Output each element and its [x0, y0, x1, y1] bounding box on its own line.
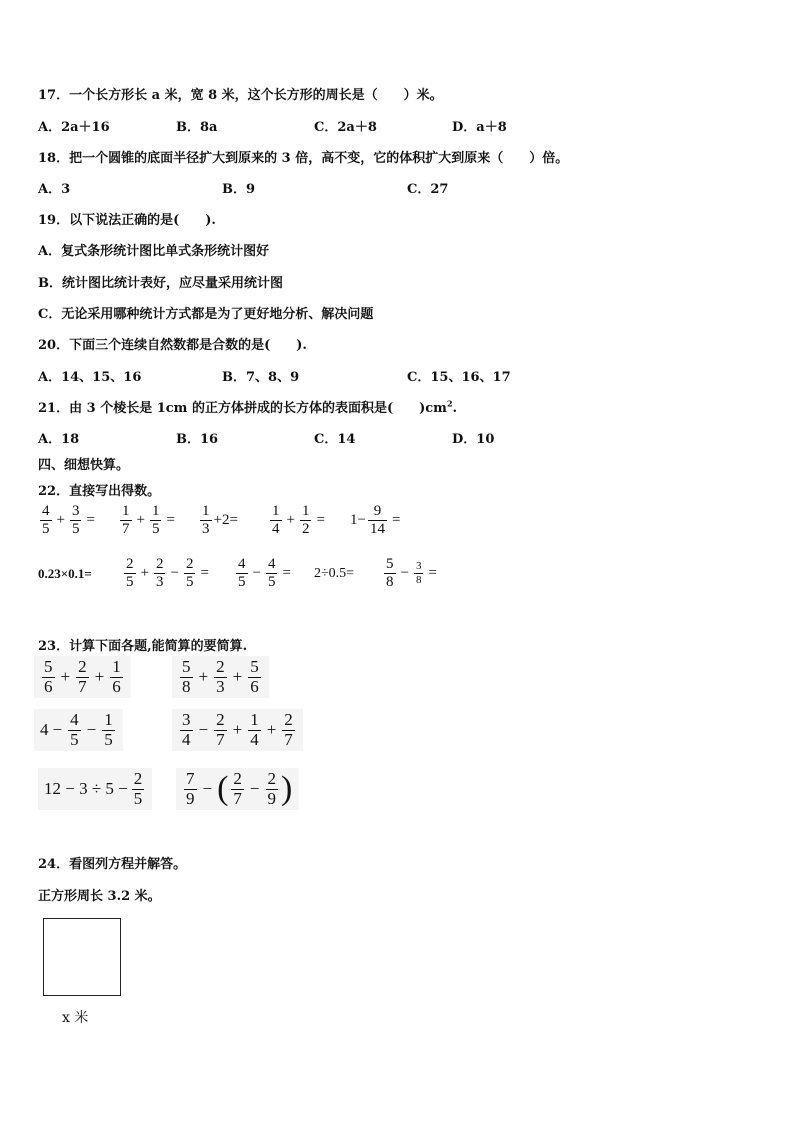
q22-expr-3: $\frac{1}{3}$ +2=: [202, 503, 238, 537]
left-paren: (: [217, 770, 229, 808]
fraction: $\frac{1}{4}$: [250, 710, 259, 749]
fraction: $\frac{2}{9}$: [267, 769, 277, 808]
q22-title: 22．直接写出得数。: [38, 484, 161, 499]
q21-option-a: A．18: [38, 432, 80, 447]
fraction: $\frac{2}{3}$: [155, 556, 164, 590]
q21-text-sup: 2: [446, 398, 453, 409]
fraction: $\frac{2}{7}$: [284, 710, 293, 749]
q19-text: 19．以下说法正确的是( ).: [38, 213, 216, 228]
fraction: $\frac{2}{7}$: [78, 657, 87, 696]
q22-expr-10: $\frac{5}{8}$ − $\frac{3}{8}$ =: [386, 556, 437, 590]
section-heading: 四、细想快算。: [38, 458, 130, 473]
q22-expr-2: $\frac{1}{7}$ + $\frac{1}{5}$ =: [122, 503, 175, 537]
q21-text-end: .: [452, 401, 458, 416]
fraction: $\frac{1}{5}$: [104, 710, 113, 749]
fraction: $\frac{1}{3}$: [202, 503, 210, 537]
q23-title: 23．计算下面各题,能简算的要简算.: [38, 639, 248, 654]
q18-option-a: A．3: [38, 182, 71, 197]
fraction: $\frac{5}{8}$: [182, 657, 191, 696]
fraction: $\frac{2}{5}$: [133, 769, 143, 808]
q17-option-a: A．2a＋16: [38, 120, 110, 135]
fraction: $\frac{9}{14}$: [369, 503, 385, 537]
fraction: $\frac{5}{8}$: [386, 556, 394, 590]
q22-expr-8: $\frac{4}{5}$ − $\frac{4}{5}$ =: [238, 556, 291, 590]
fraction: $\frac{5}{6}$: [250, 657, 259, 696]
q22-expr-6: 0.23×0.1=: [38, 566, 92, 581]
q18-option-c: C．27: [407, 182, 449, 197]
fraction: $\frac{1}{7}$: [122, 503, 130, 537]
fraction: $\frac{3}{5}$: [71, 503, 80, 537]
q18-option-b: B．9: [222, 182, 256, 197]
q24-subtitle: 正方形周长 3.2 米。: [38, 889, 161, 904]
fraction: $\frac{1}{2}$: [301, 503, 310, 537]
q19-option-a: A．复式条形统计图比单式条形统计图好: [38, 244, 270, 259]
fraction: $\frac{4}{5}$: [42, 503, 50, 537]
q19-option-c: C．无论采用哪种统计方式都是为了更好地分析、解决问题: [38, 307, 374, 322]
q17-option-c: C．2a＋8: [314, 120, 377, 135]
q22-expr-5: 1− $\frac{9}{14}$ =: [350, 503, 401, 537]
q23-expr-2: $\frac{5}{8}$ + $\frac{2}{3}$ + $\frac{5}{6}$: [172, 656, 269, 698]
q23-expr-3: 4 − $\frac{4}{5}$ − $\frac{1}{5}$: [34, 709, 123, 751]
square-figure: [43, 918, 121, 996]
q23-expr-5: 12 − 3 ÷ 5 − $\frac{2}{5}$: [38, 768, 152, 810]
fraction: $\frac{2}{7}$: [216, 710, 225, 749]
q22-expr-1: $\frac{4}{5}$ + $\frac{3}{5}$ =: [42, 503, 95, 537]
fraction: $\frac{1}{4}$: [272, 503, 280, 537]
q17-option-d: D．a＋8: [452, 120, 507, 135]
q20-option-b: B．7、8、9: [222, 370, 300, 385]
q21-text: [38, 397, 457, 416]
q24-title: 24．看图列方程并解答。: [38, 857, 187, 872]
q23-expr-6: $\frac{7}{9}$ − ( $\frac{2}{7}$ − $\frac{2}{9}$ ): [176, 768, 299, 810]
q21-option-d: D．10: [452, 432, 495, 447]
q21-option-c: C．14: [314, 432, 356, 447]
q19-option-b: B．统计图比统计表好，应尽量采用统计图: [38, 276, 283, 291]
fraction: $\frac{1}{5}$: [151, 503, 160, 537]
q18-text: 18．把一个圆锥的底面半径扩大到原来的 3 倍，高不变，它的体积扩大到原来（ ）倍。: [38, 151, 569, 166]
q22-expr-9: 2÷0.5=: [314, 566, 355, 581]
q20-text: 20．下面三个连续自然数都是合数的是( ).: [38, 338, 307, 353]
q23-expr-4: $\frac{3}{4}$ − $\frac{2}{7}$ + $\frac{1}{4}$ + $\frac{2}{7}$: [172, 709, 303, 751]
fraction: $\frac{2}{5}$: [185, 556, 194, 590]
q17-text: 17．一个长方形长 a 米，宽 8 米，这个长方形的周长是（ ）米。: [38, 88, 443, 103]
q21-option-b: B．16: [176, 432, 219, 447]
q17-option-b: B．8a: [176, 120, 218, 135]
side-label: x 米: [62, 1010, 89, 1026]
fraction: $\frac{3}{8}$: [415, 560, 422, 586]
q21-text-main: 21．由 3 个棱长是 1cm 的正方体拼成的长方体的表面积是( )cm: [38, 401, 447, 416]
right-paren: ): [281, 770, 293, 808]
q23-expr-1: $\frac{5}{6}$ + $\frac{2}{7}$ + $\frac{1}{6}$: [34, 656, 131, 698]
fraction: $\frac{4}{5}$: [70, 710, 79, 749]
q22-expr-7: $\frac{2}{5}$ + $\frac{2}{3}$ − $\frac{2}{5}$ =: [126, 556, 209, 590]
q20-option-c: C．15、16、17: [407, 370, 511, 385]
fraction: $\frac{4}{5}$: [267, 556, 276, 590]
q20-option-a: A．14、15、16: [38, 370, 142, 385]
fraction: $\frac{2}{7}$: [233, 769, 242, 808]
fraction: $\frac{4}{5}$: [238, 556, 246, 590]
fraction: $\frac{5}{6}$: [44, 657, 53, 696]
fraction: $\frac{2}{3}$: [216, 657, 225, 696]
fraction: $\frac{3}{4}$: [182, 710, 191, 749]
q22-expr-4: $\frac{1}{4}$ + $\frac{1}{2}$ =: [272, 503, 325, 537]
fraction: $\frac{1}{6}$: [112, 657, 121, 696]
fraction: $\frac{7}{9}$: [186, 769, 195, 808]
fraction: $\frac{2}{5}$: [126, 556, 134, 590]
